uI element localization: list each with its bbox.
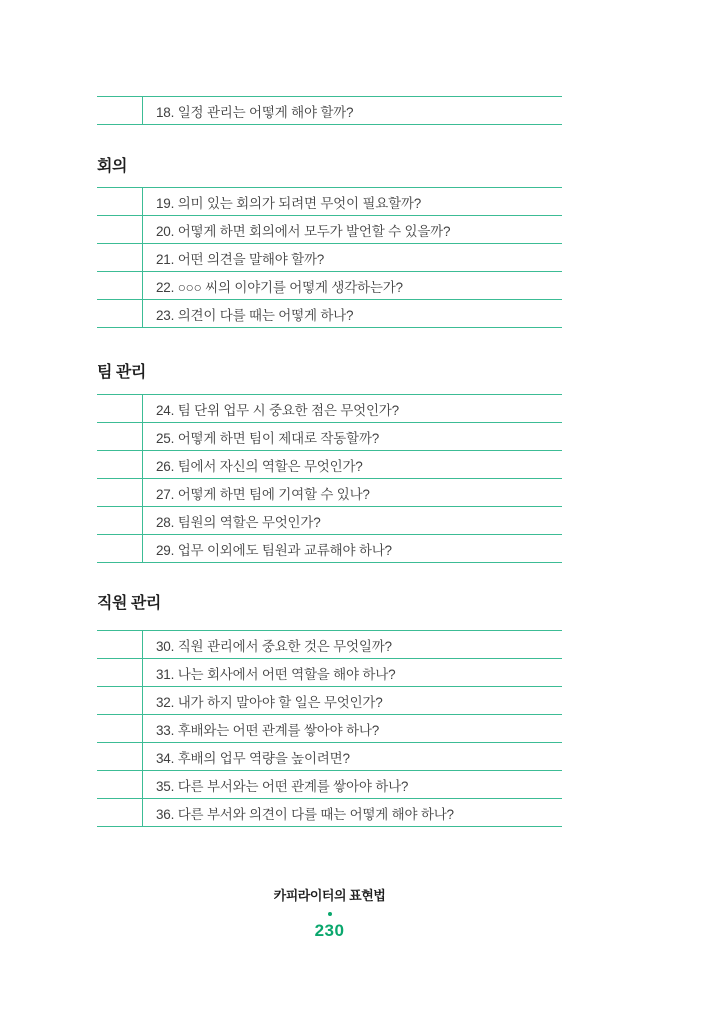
table-row [97,271,562,299]
table-row [97,630,562,658]
section-heading-meeting: 회의 [97,158,127,175]
page-content [97,0,562,939]
table-row [97,534,562,562]
question-text: 34. 후배의 업무 역량을 높이려면? [156,750,350,766]
section-heading-team: 팀 관리 [97,364,146,381]
page-footer [97,889,562,939]
checkbox-cell [97,799,143,826]
table-row [97,187,562,215]
question-text: 33. 후배와는 어떤 관계를 쌓아야 하나? [156,722,380,738]
question-table-meeting [97,187,562,328]
page-number: 230 [314,921,345,940]
table-row [97,714,562,742]
question-text: 27. 어떻게 하면 팀에 기여할 수 있나? [156,486,370,502]
checkbox-cell [97,535,143,562]
table-row [97,394,562,422]
question-text: 18. 일정 관리는 어떻게 해야 할까? [156,104,354,120]
checkbox-cell [97,216,143,243]
checkbox-cell [97,743,143,770]
checkbox-cell [97,300,143,327]
table-row [97,450,562,478]
table-row [97,215,562,243]
checkbox-cell [97,97,143,124]
checkbox-cell [97,659,143,686]
question-text: 22. ○○○ 씨의 이야기를 어떻게 생각하는가? [156,279,403,295]
table-row [97,422,562,450]
checkbox-cell [97,715,143,742]
table-row [97,770,562,798]
question-text: 26. 팀에서 자신의 역할은 무엇인가? [156,458,363,474]
question-text: 28. 팀원의 역할은 무엇인가? [156,514,321,530]
question-text: 31. 나는 회사에서 어떤 역할을 해야 하나? [156,666,396,682]
question-text: 25. 어떻게 하면 팀이 제대로 작동할까? [156,430,380,446]
checkbox-cell [97,451,143,478]
table-row [97,798,562,826]
checkbox-cell [97,507,143,534]
question-text: 35. 다른 부서와는 어떤 관계를 쌓아야 하나? [156,778,409,794]
section-heading-staff: 직원 관리 [97,595,161,612]
question-text: 20. 어떻게 하면 회의에서 모두가 발언할 수 있을까? [156,223,451,239]
table-row [97,742,562,770]
question-text: 19. 의미 있는 회의가 되려면 무엇이 필요할까? [156,195,422,211]
question-text: 23. 의견이 다를 때는 어떻게 하나? [156,307,354,323]
table-row [97,686,562,714]
table-row [97,299,562,327]
question-text: 30. 직원 관리에서 중요한 것은 무엇일까? [156,638,392,654]
table-row [97,478,562,506]
table-row [97,96,562,124]
checkbox-cell [97,631,143,658]
footer-dot-icon [328,912,332,916]
question-table-staff [97,630,562,827]
question-text: 32. 내가 하지 말아야 할 일은 무엇인가? [156,694,383,710]
checkbox-cell [97,423,143,450]
table-row [97,506,562,534]
table-row [97,243,562,271]
checkbox-cell [97,479,143,506]
question-text: 36. 다른 부서와 의견이 다를 때는 어떻게 해야 하나? [156,806,454,822]
question-table-schedule [97,96,562,125]
checkbox-cell [97,244,143,271]
table-row [97,658,562,686]
book-title: 카피라이터의 표현법 [273,888,386,903]
checkbox-cell [97,272,143,299]
question-table-team [97,394,562,563]
question-text: 21. 어떤 의견을 말해야 할까? [156,251,325,267]
question-text: 29. 업무 이외에도 팀원과 교류해야 하나? [156,542,392,558]
checkbox-cell [97,395,143,422]
question-text: 24. 팀 단위 업무 시 중요한 점은 무엇인가? [156,402,399,418]
checkbox-cell [97,771,143,798]
checkbox-cell [97,687,143,714]
checkbox-cell [97,188,143,215]
